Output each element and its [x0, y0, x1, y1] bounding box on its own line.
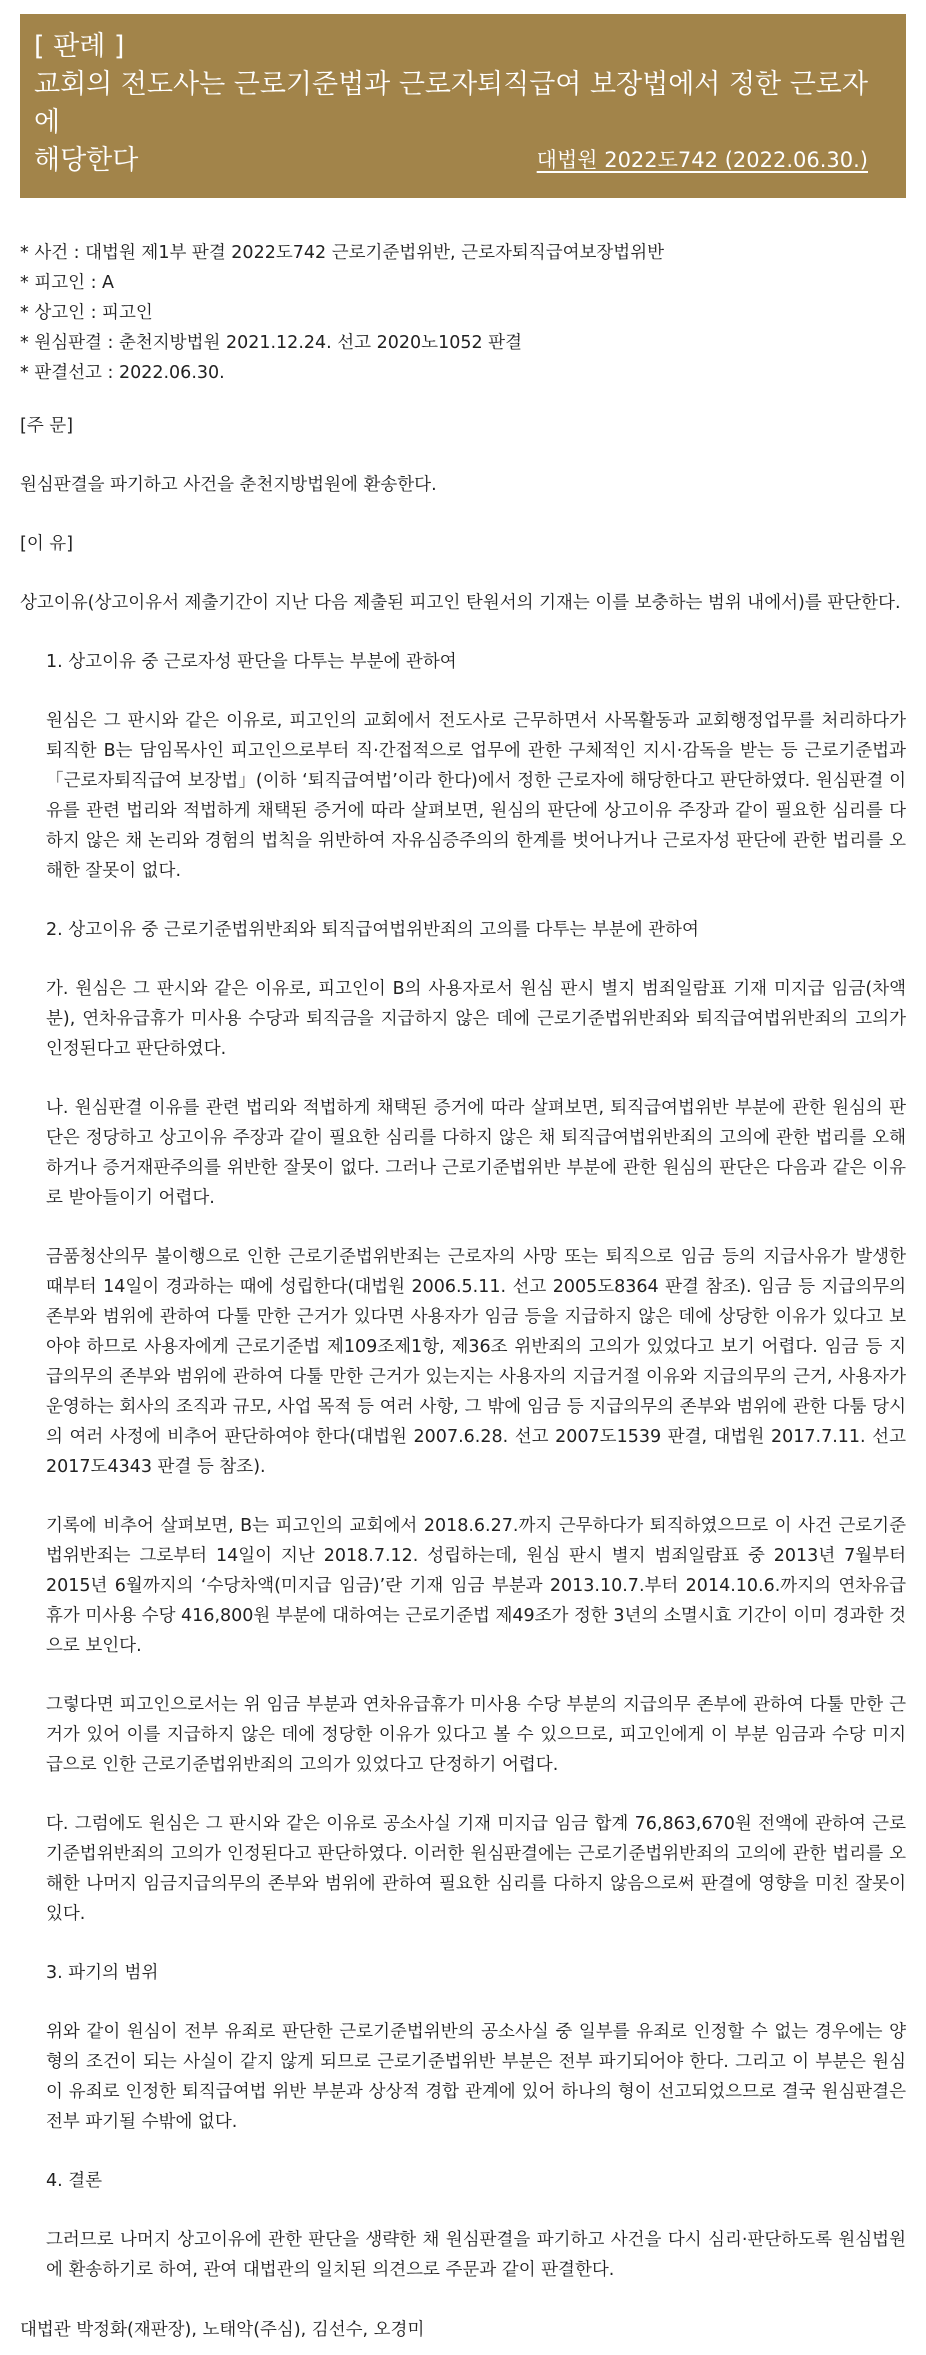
- order-text: 원심판결을 파기하고 사건을 춘천지방법원에 환송한다.: [20, 475, 437, 495]
- section-4-text: 그러므로 나머지 상고이유에 관한 판단을 생략한 채 원심판결을 파기하고 사건을 다시 심리·판단하도록 원심법원에 환송하기로 하여, 관여 대법관의 일치된 의견으로 주문과 같이 판결한다.: [46, 2230, 906, 2280]
- reason-sections: [20, 647, 906, 2285]
- section-3-heading: 3. 파기의 범위: [46, 1963, 159, 1983]
- section-2-ga: 가. 원심은 그 판시와 같은 이유로, 피고인이 B의 사용자로서 원심 판시 별지 범죄일람표 기재 미지급 임금(차액분), 연차유급휴가 미사용 수당과 퇴직금을 지급하지 않은 데에 근로기준법위반죄와 퇴직급여법위반죄의 고의가 인정된다고 판단하였다.: [46, 979, 906, 1059]
- case-title-line-1: 교회의 전도사는 근로기준법과 근로자퇴직급여 보장법에서 정한 근로자에: [34, 69, 868, 138]
- case-citation-link[interactable]: 대법원 2022도742 (2022.06.30.): [536, 148, 868, 172]
- judgment-body: [20, 238, 906, 2345]
- case-info-list: [20, 238, 906, 388]
- section-2-na: 나. 원심판결 이유를 관련 법리와 적법하게 채택된 증거에 따라 살펴보면, 퇴직급여법위반 부분에 관한 원심의 판단은 정당하고 상고이유 주장과 같이 필요한 심리를 다하지 않은 채 퇴직급여법위반죄의 고의에 관한 법리를 오해하거나 증거재판주의를 위반한 잘못이 없다. 그러나 근로기준법위반 부분에 관한 원심의 판단은 다음과 같은 이유로 받아들이기 어렵다.: [46, 1098, 906, 1208]
- case-info-item: * 원심판결 : 춘천지방법원 2021.12.24. 선고 2020노1052 판결: [20, 333, 522, 353]
- section-2-paragraph: 그렇다면 피고인으로서는 위 임금 부분과 연차유급휴가 미사용 수당 부분의 지급의무 존부에 관하여 다툴 만한 근거가 있어 이를 지급하지 않은 데에 정당한 이유가 있다고 볼 수 있으므로, 피고인에게 이 부분 임금과 수당 미지급으로 인한 근로기준법위반죄의 고의가 있었다고 단정하기 어렵다.: [46, 1695, 906, 1775]
- reason-intro: 상고이유(상고이유서 제출기간이 지난 다음 제출된 피고인 탄원서의 기재는 이를 보충하는 범위 내에서)를 판단한다.: [20, 593, 901, 613]
- order-label: [주 문]: [20, 416, 74, 436]
- case-header: [20, 14, 906, 198]
- case-info-item: * 사건 : 대법원 제1부 판결 2022도742 근로기준법위반, 근로자퇴직급여보장법위반: [20, 243, 665, 263]
- section-4-heading: 4. 결론: [46, 2171, 103, 2191]
- section-2-heading: 2. 상고이유 중 근로기준법위반죄와 퇴직급여법위반죄의 고의를 다투는 부분에 관하여: [46, 920, 699, 940]
- case-info-item: * 피고인 : A: [20, 273, 115, 293]
- section-2-paragraph: 기록에 비추어 살펴보면, B는 피고인의 교회에서 2018.6.27.까지 근무하다가 퇴직하였으므로 이 사건 근로기준법위반죄는 그로부터 14일이 지난 2018.7.12. 성립하는데, 원심 판시 별지 범죄일람표 중 2013년 7월부터 2015년 6월까지의 ‘수당차액(미지급 임금)’란 기재 임금 부분과 2013.10.7.부터 2014.10.6.까지의 연차유급휴가 미사용 수당 416,800원 부분에 대하여는 근로기준법 제49조가 정한 3년의 소멸시효 기간이 이미 경과한 것으로 보인다.: [46, 1516, 906, 1656]
- judges-line: 대법관 박정화(재판장), 노태악(주심), 김선수, 오경미: [20, 2320, 425, 2340]
- section-2-paragraph: 금품청산의무 불이행으로 인한 근로기준법위반죄는 근로자의 사망 또는 퇴직으로 임금 등의 지급사유가 발생한 때부터 14일이 경과하는 때에 성립한다(대법원 2006.5.11. 선고 2005도8364 판결 참조). 임금 등 지급의무의 존부와 범위에 관하여 다툴 만한 근거가 있다면 사용자가 임금 등을 지급하지 않은 데에 상당한 이유가 있다고 보아야 하므로 사용자에게 근로기준법 제109조제1항, 제36조 위반죄의 고의가 있었다고 보기 어렵다. 임금 등 지급의무의 존부와 범위에 관하여 다툴 만한 근거가 있는지는 사용자의 지급거절 이유와 지급의무의 근거, 사용자가 운영하는 회사의 조직과 규모, 사업 목적 등 여러 사항, 그 밖에 임금 등 지급의무의 존부와 범위에 관한 다툼 당시의 여러 사정에 비추어 판단하여야 한다(대법원 2007.6.28. 선고 2007도1539 판결, 대법원 2017.7.11. 선고 2017도4343 판결 등 참조).: [46, 1247, 906, 1477]
- case-info-item: * 판결선고 : 2022.06.30.: [20, 363, 225, 383]
- case-info-item: * 상고인 : 피고인: [20, 303, 153, 323]
- case-kind-label: [ 판례 ]: [34, 31, 125, 62]
- section-2-da: 다. 그럼에도 원심은 그 판시와 같은 이유로 공소사실 기재 미지급 임금 합계 76,863,670원 전액에 관하여 근로기준법위반죄의 고의가 인정된다고 판단하였다. 이러한 원심판결에는 근로기준법위반죄의 고의에 관한 법리를 오해한 나머지 임금지급의무의 존부와 범위에 관하여 필요한 심리를 다하지 않음으로써 판결에 영향을 미친 잘못이 있다.: [46, 1814, 906, 1924]
- reason-label: [이 유]: [20, 534, 74, 554]
- case-title-line-2: 해당한다: [34, 145, 139, 176]
- section-3-text: 위와 같이 원심이 전부 유죄로 판단한 근로기준법위반의 공소사실 중 일부를 유죄로 인정할 수 없는 경우에는 양형의 조건이 되는 사실이 같지 않게 되므로 근로기준법위반 부분은 전부 파기되어야 한다. 그리고 이 부분은 원심이 유죄로 인정한 퇴직급여법 위반 부분과 상상적 경합 관계에 있어 하나의 형이 선고되었으므로 결국 원심판결은 전부 파기될 수밖에 없다.: [46, 2022, 906, 2132]
- section-1-heading: 1. 상고이유 중 근로자성 판단을 다투는 부분에 관하여: [46, 652, 457, 672]
- section-1-text: 원심은 그 판시와 같은 이유로, 피고인의 교회에서 전도사로 근무하면서 사목활동과 교회행정업무를 처리하다가 퇴직한 B는 담임목사인 피고인으로부터 직·간접적으로 업무에 관한 구체적인 지시·감독을 받는 등 근로기준법과 「근로자퇴직급여 보장법」(이하 ‘퇴직급여법’이라 한다)에서 정한 근로자에 해당한다고 판단하였다. 원심판결 이유를 관련 법리와 적법하게 채택된 증거에 따라 살펴보면, 원심의 판단에 상고이유 주장과 같이 필요한 심리를 다하지 않은 채 논리와 경험의 법칙을 위반하여 자유심증주의의 한계를 벗어나거나 근로자성 판단에 관한 법리를 오해한 잘못이 없다.: [46, 711, 906, 881]
